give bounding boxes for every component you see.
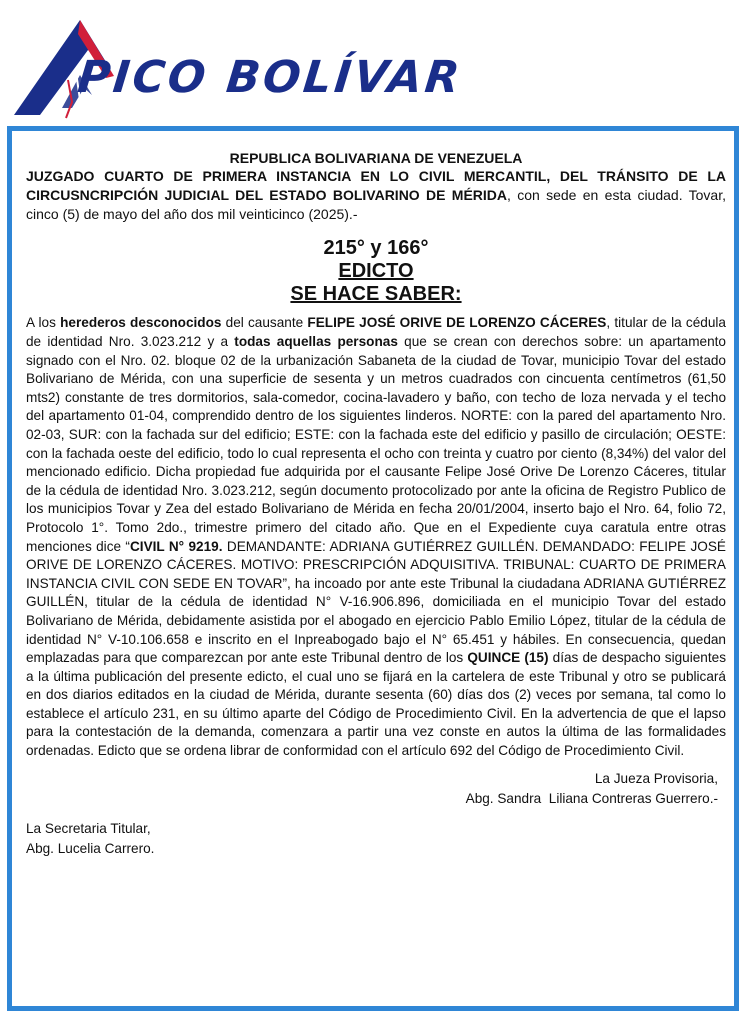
judge-signature-block bbox=[26, 769, 718, 809]
edict-title: EDICTO bbox=[338, 260, 414, 283]
independence-years: 215° y 166° bbox=[323, 237, 429, 260]
court-heading bbox=[26, 167, 726, 224]
edict-body bbox=[26, 314, 726, 760]
edict-content bbox=[26, 143, 726, 859]
secretary-name: Abg. Lucelia Carrero. bbox=[26, 840, 155, 856]
secretary-signature-block bbox=[26, 819, 726, 859]
body-text: días de despacho siguientes a la última publicación del presente edicto, el cual uno se fijará en la cartelera de este Tribunal y otro se publicará en dos diarios editados en la ciudad de Mérida, durante sesenta (60) días dos (2) veces por semana, tal como lo establece el artículo 231, en su último aparte del Código de Procedimiento Civil. En la advertencia de que el lapso para la contestación de la demanda, comenzara a partir una vez conste en autos la última de las formalidades ordenadas. Edicto que se ordena librar de conformidad con el artículo 692 del Código de Procedimiento Civil. bbox=[26, 650, 726, 759]
body-bold: herederos desconocidos bbox=[60, 315, 222, 331]
republic-heading: REPUBLICA BOLIVARIANA DE VENEZUELA bbox=[229, 150, 523, 166]
court-name: JUZGADO CUARTO DE PRIMERA INSTANCIA EN LO CIVIL MERCANTIL, DEL TRÁNSITO DE LA CIRCUSNCRIPCIÓN JUDICIAL DEL ESTADO BOLIVARINO DE MÉRIDA bbox=[26, 168, 726, 204]
body-bold: todas aquellas personas bbox=[234, 334, 398, 349]
body-text: DEMANDANTE: ADRIANA GUTIÉRREZ GUILLÉN. DEMANDADO: FELIPE JOSÉ ORIVE DE LORENZO CÁCERES. MOTIVO: PRESCRIPCIÓN ADQUISITIVA. TRIBUNAL: CUARTO DE PRIMERA INSTANCIA CIVIL CON SEDE EN TOVAR”, ha incoado por ante este Tribunal la ciudadana ADRIANA GUTIÉRREZ GUILLÉN, titular de la cédula de identidad N° V-16.906.896, domiciliada en el municipio Tovar del estado Bolivariano de Mérida, debidamente asistida por el abogado en ejercicio Pablo Emilio López, titular de la cédula de identidad N° V-10.106.658 e inscrito en el Inpreabogado bajo el N° 65.451 y hábiles. En consecuencia, quedan emplazadas para que comparezcan por ante este Tribunal dentro de los bbox=[26, 538, 726, 666]
body-text: A los bbox=[26, 315, 61, 331]
se-hace-saber-title: SE HACE SABER: bbox=[290, 283, 462, 306]
body-text: que se crean con derechos sobre: un apartamento signado con el Nro. 02. bloque 02 de la urbanización Sabaneta de la ciudad de Tovar, municipio Tovar del estado Bolivariano de Mérida, con una superficie de sesenta y un metros cuadrados con cincuenta centímetros (61,50 mts2) constante de tres dormitorios, sala-comedor, cocina-lavadero y baño, con techo de loza nervada y el techo del apartamento 01-04, comprendido dentro de los siguientes linderos. NORTE: con la pared del apartamento Nro. 02-03, SUR: con la fachada sur del edificio; ESTE: con la fachada este del edificio y pasillo de circulación; OESTE: con la fachada oeste del edificio, todo lo cual representa el ocho con treinta y cuatro por ciento (8,34%) del valor del mencionado edificio. Dicha propiedad fue adquirida por el causante Felipe José Orive De Lorenzo Cáceres, titular de la cédula de identidad Nro. 3.023.212, según documento protocolizado por ante la oficina de Registro Publico de los municipios Tovar y Zea del estado Bolivariano de Mérida en fecha 20/01/2004, inserto bajo el Nro. 64, folio 72, Protocolo 1°. Tomo 2do., trimestre primero del citado año. Que en el Expediente cuya caratula entre otras menciones dice “ bbox=[26, 334, 726, 554]
logo-wordmark: PICO BOLÍVAR bbox=[75, 52, 465, 103]
body-text: , titular de la cédula de identidad Nro. 3.023.212 y a bbox=[26, 315, 726, 349]
secretary-title: La Secretaria Titular, bbox=[26, 820, 151, 836]
body-bold: FELIPE JOSÉ ORIVE DE LORENZO CÁCERES bbox=[307, 315, 607, 331]
judge-title: La Jueza Provisoria, bbox=[594, 770, 718, 786]
edict-frame bbox=[7, 126, 739, 1011]
body-text: del causante bbox=[221, 315, 308, 331]
body-bold: QUINCE (15) bbox=[467, 650, 549, 666]
court-location-date: , con sede en esta ciudad. Tovar, cinco (5) de mayo del año dos mil veinticinco (2025).- bbox=[26, 187, 726, 223]
newspaper-header bbox=[0, 0, 752, 125]
judge-name: Abg. Sandra Liliana Contreras Guerrero.- bbox=[465, 790, 718, 806]
body-bold: CIVIL N° 9219. bbox=[129, 538, 223, 554]
